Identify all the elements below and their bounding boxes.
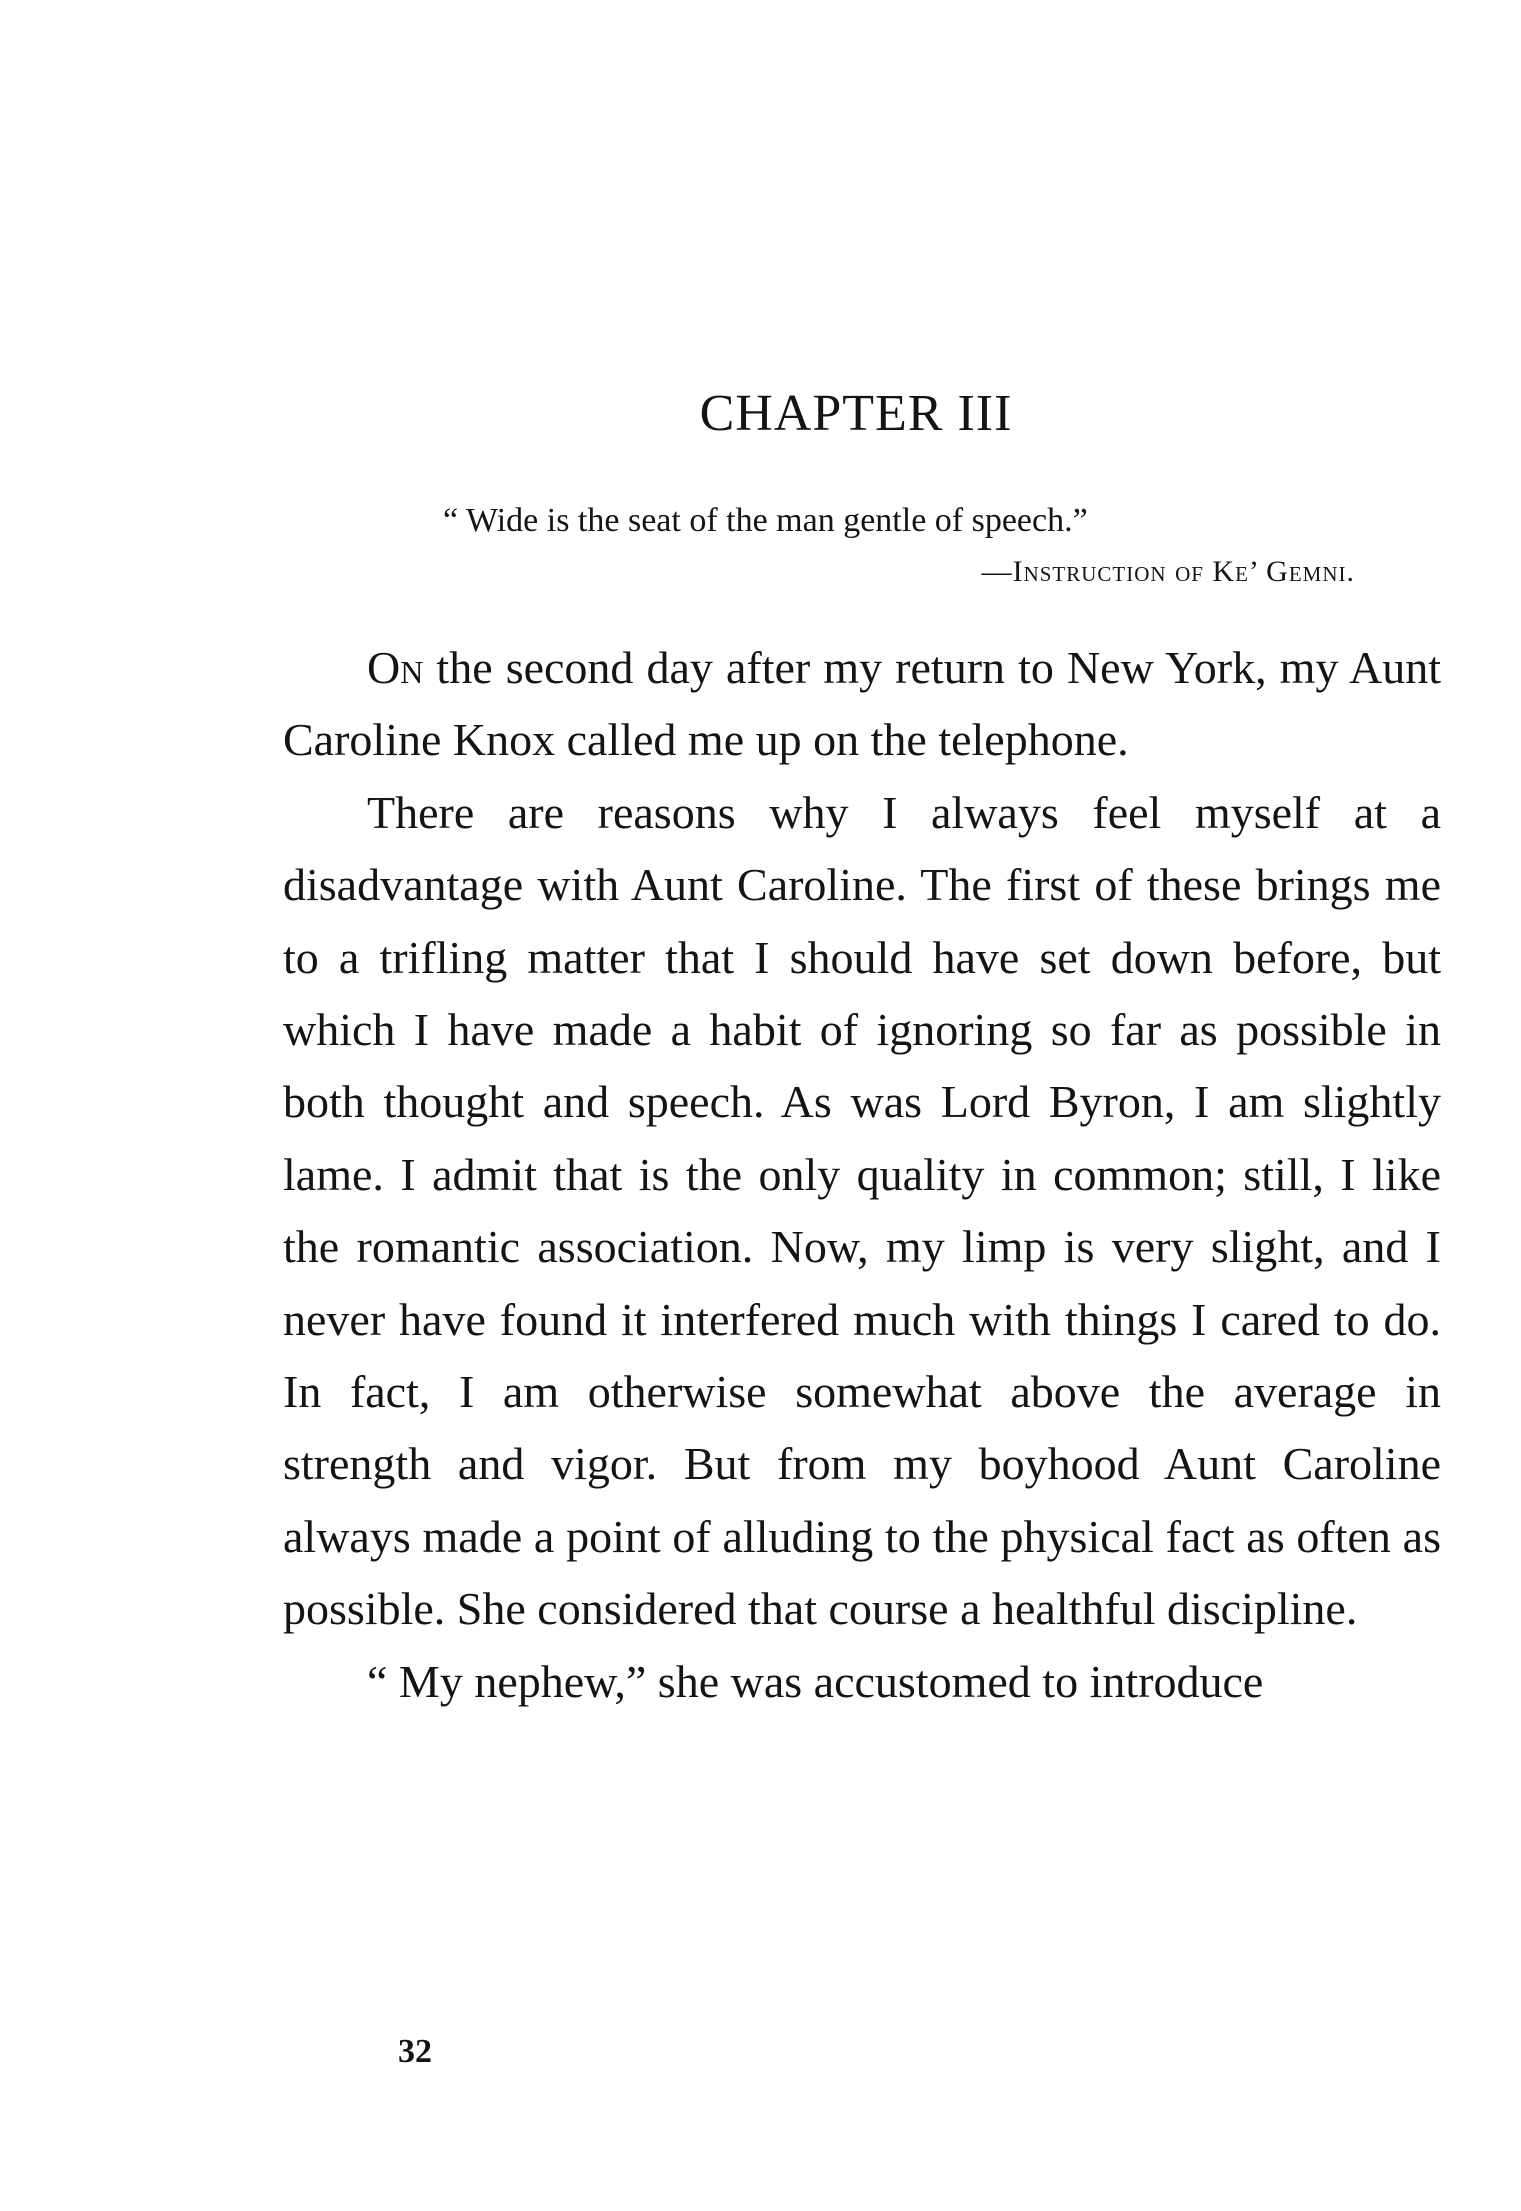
attribution-dash: — [981, 555, 1013, 588]
attribution-source: Instruction of Ke’ Gemni. [1012, 555, 1355, 588]
epigraph-attribution [982, 557, 1355, 587]
epigraph-quote: “ Wide is the seat of the man gentle of speech.” [443, 502, 1088, 539]
body-text [283, 632, 1441, 1718]
paragraph-lead-word: On [367, 642, 424, 693]
page-number: 32 [398, 2033, 432, 2070]
paragraph-2 [283, 777, 1441, 1646]
paragraph-text: There are reasons why I always feel myself at a disadvantage with Aunt Caroline. The first of these brings me to a trifling matter that I should have set down before, but which I have made a habit of ignoring so far as possible in both thought and speech. As was Lord Byron, I am slightly lame. I admit that is the only quality in common; still, I like the romantic association. Now, my limp is very slight, and I never have found it interfered much with things I cared to do. In fact, I am otherwise somewhat above the average in strength and vigor. But from my boyhood Aunt Caroline always made a point of alluding to the physical fact as often as possible. She considered that course a healthful discipline. [283, 786, 1441, 1635]
paragraph-text: the second day after my return to New York, my Aunt Caroline Knox called me up on the telephone. [283, 642, 1441, 766]
paragraph-1 [283, 632, 1441, 777]
paragraph-text: “ My nephew,” she was accustomed to introduce [367, 1655, 1264, 1707]
chapter-title: CHAPTER III [699, 385, 1013, 442]
paragraph-3 [283, 1646, 1441, 1718]
